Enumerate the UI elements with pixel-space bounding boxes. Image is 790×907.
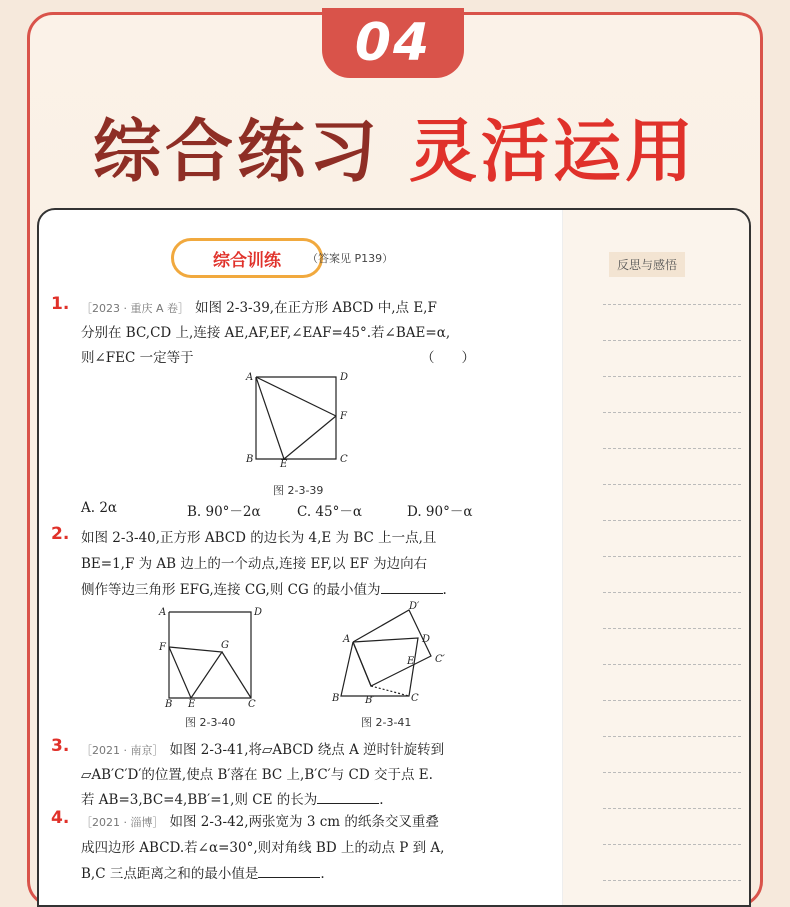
fig39-label-b: B: [246, 454, 254, 465]
question-2-line3: 侧作等边三角形 EFG,连接 CG,则 CG 的最小值为 .: [81, 582, 447, 598]
notes-line: [603, 772, 741, 773]
question-4-source: ［2021 · 淄博］: [81, 816, 164, 829]
question-3-line1: ［2021 · 南京］ 如图 2-3-41,将▱ABCD 绕点 A 逆时针旋转到: [81, 742, 445, 758]
notes-line: [603, 736, 741, 737]
question-1-line1: ［2023 · 重庆 A 卷］ 如图 2-3-39,在正方形 ABCD 中,点 E,F: [81, 300, 437, 316]
notes-column: [562, 210, 749, 905]
fig41-label-a: A: [343, 634, 351, 645]
fig41-label-c-prime: C′: [435, 654, 445, 665]
fig41-label-d: D: [422, 634, 431, 645]
notes-line: [603, 304, 741, 305]
question-3-answer-blank: [317, 792, 379, 804]
question-4-number: 4.: [51, 808, 70, 828]
fig40-label-f: F: [159, 642, 166, 653]
question-1-number: 1.: [51, 294, 70, 314]
question-4-line1: ［2021 · 淄博］ 如图 2-3-42,两张宽为 3 cm 的纸条交叉重叠: [81, 814, 439, 830]
fig39-label-c: C: [340, 454, 348, 465]
question-2-line1: 如图 2-3-40,正方形 ABCD 的边长为 4,E 为 BC 上一点,且: [81, 530, 437, 546]
fig41-label-b-prime: B′: [365, 695, 375, 706]
section-title: 综合训练: [171, 238, 323, 278]
fig39-label-e: E: [280, 459, 288, 468]
fig40-label-a: A: [159, 607, 167, 618]
figure-2-3-40-caption: 图 2-3-40: [185, 716, 236, 729]
figure-2-3-39: [239, 368, 359, 468]
question-2-line2: BE=1,F 为 AB 边上的一个动点,连接 EF,以 EF 为边向右: [81, 556, 428, 572]
headline: [0, 98, 790, 195]
question-1-line3: 则∠FEC 一定等于: [81, 350, 194, 366]
question-3-number: 3.: [51, 736, 70, 756]
fig40-label-g: G: [221, 640, 229, 651]
question-3-source: ［2021 · 南京］: [81, 744, 164, 757]
q1-option-d: D. 90°－α: [407, 504, 473, 520]
chapter-badge: 04: [322, 8, 464, 78]
notes-line: [603, 340, 741, 341]
question-4-line3: B,C 三点距离之和的最小值是 .: [81, 866, 325, 882]
fig40-label-c: C: [248, 699, 256, 708]
question-3-line2: ▱AB′C′D′的位置,使点 B′落在 BC 上,B′C′与 CD 交于点 E.: [81, 767, 433, 783]
fig41-label-d-prime: D′: [409, 601, 420, 612]
worksheet-paper: [37, 208, 751, 907]
fig41-label-b: B: [332, 693, 340, 704]
figure-2-3-40: [155, 602, 265, 708]
notes-line: [603, 520, 741, 521]
fig41-label-c: C: [411, 693, 419, 704]
figure-2-3-39-caption: 图 2-3-39: [273, 484, 324, 497]
notes-line: [603, 880, 741, 881]
notes-line: [603, 808, 741, 809]
question-2-answer-blank: [381, 582, 443, 594]
q1-option-c: C. 45°－α: [297, 504, 362, 520]
notes-title: 反思与感悟: [609, 252, 685, 277]
headline-left: 综合练习: [92, 113, 381, 192]
question-3-line3: 若 AB=3,BC=4,BB′=1,则 CE 的长为 .: [81, 792, 384, 808]
fig39-label-a: A: [246, 372, 254, 383]
question-4-line2: 成四边形 ABCD.若∠α=30°,则对角线 BD 上的动点 P 到 A,: [81, 840, 445, 856]
q1-option-b: B. 90°－2α: [187, 504, 261, 520]
fig41-label-e: E: [407, 656, 415, 667]
notes-line: [603, 484, 741, 485]
notes-line: [603, 556, 741, 557]
notes-line: [603, 664, 741, 665]
fig40-label-d: D: [254, 607, 263, 618]
fig40-label-b: B: [165, 699, 173, 708]
question-1-source: ［2023 · 重庆 A 卷］: [81, 302, 190, 315]
notes-line: [603, 448, 741, 449]
fig39-label-d: D: [340, 372, 349, 383]
fig40-label-e: E: [188, 699, 196, 708]
notes-line: [603, 844, 741, 845]
notes-line: [603, 376, 741, 377]
figure-2-3-41: [329, 600, 449, 710]
question-4-answer-blank: [258, 866, 320, 878]
answer-reference: （答案见 P139）: [307, 252, 394, 265]
figure-2-3-41-caption: 图 2-3-41: [361, 716, 412, 729]
fig39-label-f: F: [340, 411, 347, 422]
notes-line: [603, 628, 741, 629]
question-1-line2: 分别在 BC,CD 上,连接 AE,AF,EF,∠EAF=45°.若∠BAE=α,: [81, 325, 451, 341]
notes-line: [603, 412, 741, 413]
notes-line: [603, 700, 741, 701]
question-1-answer-bracket: （ ）: [421, 350, 475, 366]
notes-line: [603, 592, 741, 593]
headline-right: 灵活运用: [409, 113, 698, 192]
q1-option-a: A. 2α: [81, 500, 118, 516]
question-2-number: 2.: [51, 524, 70, 544]
